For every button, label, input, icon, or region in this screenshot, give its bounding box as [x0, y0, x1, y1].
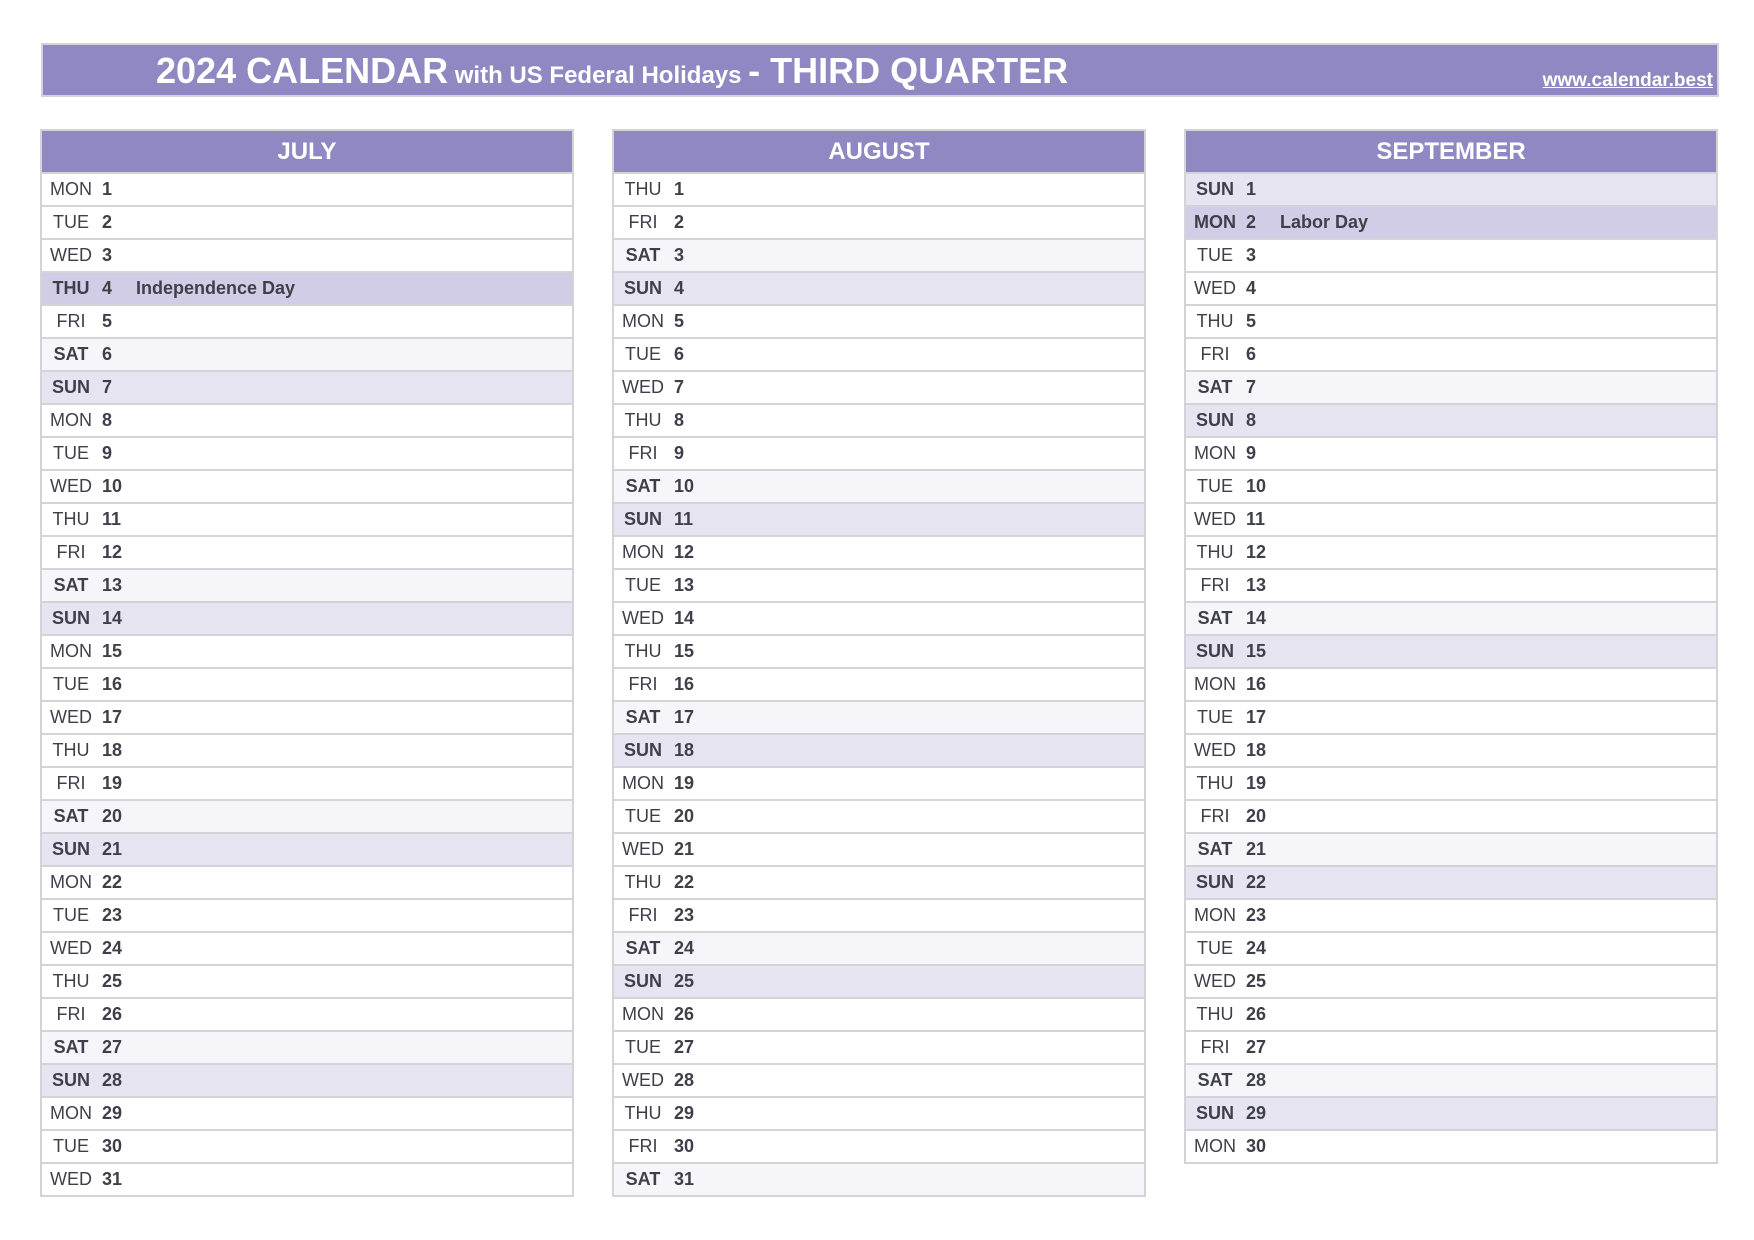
day-row	[42, 438, 572, 471]
weekday-label: WED	[622, 1070, 664, 1090]
day-row	[1186, 372, 1716, 405]
day-row	[614, 636, 1144, 669]
day-number: 7	[102, 377, 113, 397]
day-number: 30	[102, 1136, 123, 1156]
day-number: 6	[102, 344, 113, 364]
weekday-label: FRI	[1200, 344, 1230, 364]
day-row	[614, 570, 1144, 603]
day-number: 16	[674, 674, 695, 694]
weekday-label: SAT	[1197, 1070, 1233, 1090]
weekday-label: SUN	[1195, 410, 1234, 430]
day-row	[614, 306, 1144, 339]
day-row	[42, 570, 572, 603]
weekday-label: SUN	[51, 839, 90, 859]
day-row	[614, 240, 1144, 273]
day-number: 27	[674, 1037, 695, 1057]
day-number: 17	[102, 707, 123, 727]
day-row	[1186, 966, 1716, 999]
day-row	[614, 669, 1144, 702]
weekday-label: SUN	[623, 509, 662, 529]
weekday-label: THU	[1196, 542, 1234, 562]
day-number: 24	[102, 938, 123, 958]
day-row	[42, 1032, 572, 1065]
month-header: JULY	[42, 131, 572, 174]
month-august	[612, 129, 1146, 1197]
weekday-label: FRI	[628, 443, 658, 463]
weekday-label: WED	[1194, 278, 1236, 298]
day-number: 12	[1246, 542, 1267, 562]
day-number: 22	[102, 872, 123, 892]
day-row	[42, 339, 572, 372]
weekday-label: TUE	[53, 674, 89, 694]
weekday-label: THU	[52, 740, 90, 760]
weekday-label: MON	[50, 410, 92, 430]
day-number: 13	[674, 575, 695, 595]
day-row	[42, 933, 572, 966]
day-row	[1186, 1032, 1716, 1065]
day-number: 30	[1246, 1136, 1267, 1156]
page-title: 2024 CALENDAR with US Federal Holidays - THIRD QUARTER	[156, 50, 1069, 91]
day-row	[42, 1098, 572, 1131]
day-number: 23	[674, 905, 695, 925]
weekday-label: TUE	[625, 575, 661, 595]
day-number: 2	[102, 212, 113, 232]
day-row	[1186, 834, 1716, 867]
weekday-label: MON	[1194, 674, 1236, 694]
weekday-label: SAT	[625, 476, 661, 496]
day-number: 25	[1246, 971, 1267, 991]
day-row	[614, 1131, 1144, 1164]
weekday-label: TUE	[1197, 707, 1233, 727]
day-row	[1186, 636, 1716, 669]
weekday-label: SAT	[53, 575, 89, 595]
weekday-label: TUE	[53, 212, 89, 232]
day-row	[614, 273, 1144, 306]
day-number: 19	[674, 773, 695, 793]
day-number: 15	[102, 641, 123, 661]
weekday-label: TUE	[1197, 938, 1233, 958]
holiday-row	[1186, 207, 1716, 240]
weekday-label: THU	[1196, 773, 1234, 793]
day-row	[614, 603, 1144, 636]
weekday-label: MON	[622, 773, 664, 793]
weekday-label: THU	[624, 1103, 662, 1123]
day-row	[42, 306, 572, 339]
day-number: 26	[1246, 1004, 1267, 1024]
weekday-label: TUE	[1197, 476, 1233, 496]
day-row	[42, 240, 572, 273]
day-number: 29	[1246, 1103, 1267, 1123]
day-row	[614, 438, 1144, 471]
weekday-label: THU	[52, 509, 90, 529]
day-row	[1186, 240, 1716, 273]
day-number: 11	[102, 509, 122, 529]
weekday-label: SUN	[1195, 179, 1234, 199]
day-number: 2	[674, 212, 685, 232]
weekday-label: MON	[50, 641, 92, 661]
weekday-label: MON	[622, 311, 664, 331]
day-number: 4	[674, 278, 685, 298]
day-row	[614, 900, 1144, 933]
day-number: 16	[102, 674, 123, 694]
day-row	[1186, 768, 1716, 801]
weekday-label: SAT	[53, 806, 89, 826]
weekday-label: MON	[1194, 1136, 1236, 1156]
weekday-label: WED	[1194, 740, 1236, 760]
day-number: 14	[1246, 608, 1267, 628]
day-number: 2	[1246, 212, 1257, 232]
weekday-label: THU	[624, 179, 662, 199]
day-row	[42, 999, 572, 1032]
day-number: 9	[1246, 443, 1257, 463]
day-number: 20	[674, 806, 695, 826]
day-row	[42, 702, 572, 735]
day-list	[1186, 174, 1716, 1162]
weekday-label: WED	[1194, 509, 1236, 529]
day-row	[1186, 273, 1716, 306]
day-number: 21	[1246, 839, 1267, 859]
day-number: 8	[674, 410, 685, 430]
day-number: 28	[102, 1070, 123, 1090]
day-row	[1186, 570, 1716, 603]
day-row	[1186, 999, 1716, 1032]
day-row	[1186, 735, 1716, 768]
day-number: 27	[1246, 1037, 1267, 1057]
day-row	[1186, 669, 1716, 702]
day-number: 31	[674, 1169, 695, 1189]
weekday-label: SUN	[51, 1070, 90, 1090]
day-number: 1	[674, 179, 685, 199]
weekday-label: MON	[622, 542, 664, 562]
month-september	[1184, 129, 1718, 1164]
day-number: 10	[1246, 476, 1267, 496]
day-row	[1186, 504, 1716, 537]
weekday-label: THU	[624, 872, 662, 892]
day-number: 5	[1246, 311, 1257, 331]
weekday-label: SUN	[623, 740, 662, 760]
day-row	[42, 1065, 572, 1098]
weekday-label: TUE	[53, 1136, 89, 1156]
weekday-label: WED	[50, 476, 92, 496]
weekday-label: FRI	[56, 542, 86, 562]
weekday-label: FRI	[628, 212, 658, 232]
day-number: 18	[674, 740, 695, 760]
day-number: 17	[674, 707, 695, 727]
day-number: 10	[102, 476, 123, 496]
weekday-label: THU	[52, 278, 90, 298]
day-number: 28	[674, 1070, 695, 1090]
day-row	[614, 339, 1144, 372]
day-number: 4	[1246, 278, 1257, 298]
day-row	[1186, 1131, 1716, 1162]
day-number: 3	[102, 245, 113, 265]
day-number: 27	[102, 1037, 123, 1057]
day-number: 11	[674, 509, 694, 529]
day-row	[614, 174, 1144, 207]
day-number: 21	[674, 839, 695, 859]
day-row	[1186, 405, 1716, 438]
weekday-label: SAT	[625, 707, 661, 727]
month-header: SEPTEMBER	[1186, 131, 1716, 174]
day-row	[1186, 867, 1716, 900]
weekday-label: WED	[50, 707, 92, 727]
day-row	[614, 735, 1144, 768]
day-number: 4	[102, 278, 113, 298]
weekday-label: MON	[50, 179, 92, 199]
day-row	[42, 636, 572, 669]
day-row	[1186, 1098, 1716, 1131]
day-number: 30	[674, 1136, 695, 1156]
weekday-label: MON	[50, 872, 92, 892]
weekday-label: THU	[1196, 1004, 1234, 1024]
day-row	[614, 405, 1144, 438]
weekday-label: FRI	[56, 1004, 86, 1024]
weekday-label: SAT	[1197, 608, 1233, 628]
day-row	[614, 1164, 1144, 1195]
day-number: 7	[674, 377, 685, 397]
weekday-label: TUE	[53, 443, 89, 463]
weekday-label: SUN	[1195, 1103, 1234, 1123]
day-row	[42, 834, 572, 867]
day-list	[614, 174, 1144, 1195]
day-row	[614, 1032, 1144, 1065]
day-row	[42, 504, 572, 537]
day-number: 5	[674, 311, 685, 331]
day-row	[42, 603, 572, 636]
holiday-name: Labor Day	[1280, 212, 1369, 232]
weekday-label: SUN	[51, 608, 90, 628]
day-row	[614, 768, 1144, 801]
day-row	[1186, 801, 1716, 834]
weekday-label: FRI	[628, 674, 658, 694]
weekday-label: FRI	[628, 905, 658, 925]
day-number: 23	[102, 905, 123, 925]
weekday-label: FRI	[1200, 1037, 1230, 1057]
day-number: 21	[102, 839, 123, 859]
weekday-label: SUN	[623, 971, 662, 991]
holiday-name: Independence Day	[136, 278, 296, 298]
weekday-label: SUN	[1195, 872, 1234, 892]
day-number: 20	[102, 806, 123, 826]
weekday-label: MON	[622, 1004, 664, 1024]
day-row	[1186, 900, 1716, 933]
day-row	[614, 867, 1144, 900]
day-row	[1186, 702, 1716, 735]
weekday-label: MON	[1194, 443, 1236, 463]
month-header: AUGUST	[614, 131, 1144, 174]
day-row	[42, 174, 572, 207]
day-number: 1	[102, 179, 113, 199]
day-row	[1186, 603, 1716, 636]
weekday-label: MON	[1194, 905, 1236, 925]
day-number: 13	[1246, 575, 1267, 595]
weekday-label: SAT	[1197, 839, 1233, 859]
weekday-label: WED	[50, 245, 92, 265]
day-number: 31	[102, 1169, 123, 1189]
day-row	[614, 372, 1144, 405]
day-number: 28	[1246, 1070, 1267, 1090]
day-number: 15	[1246, 641, 1267, 661]
day-number: 15	[674, 641, 695, 661]
day-row	[42, 768, 572, 801]
day-number: 24	[674, 938, 695, 958]
day-number: 25	[102, 971, 123, 991]
day-row	[42, 1164, 572, 1195]
weekday-label: FRI	[1200, 806, 1230, 826]
day-row	[42, 537, 572, 570]
day-row	[42, 867, 572, 900]
day-row	[42, 801, 572, 834]
day-number: 10	[674, 476, 695, 496]
day-row	[42, 471, 572, 504]
weekday-label: SUN	[51, 377, 90, 397]
day-number: 8	[1246, 410, 1257, 430]
day-row	[42, 372, 572, 405]
weekday-label: TUE	[625, 344, 661, 364]
day-row	[1186, 537, 1716, 570]
day-row	[614, 834, 1144, 867]
day-row	[1186, 471, 1716, 504]
day-row	[1186, 174, 1716, 207]
day-number: 14	[674, 608, 695, 628]
day-row	[1186, 438, 1716, 471]
weekday-label: WED	[50, 938, 92, 958]
day-number: 25	[674, 971, 695, 991]
weekday-label: FRI	[1200, 575, 1230, 595]
weekday-label: SAT	[53, 344, 89, 364]
day-list	[42, 174, 572, 1195]
day-number: 7	[1246, 377, 1257, 397]
day-number: 3	[674, 245, 685, 265]
weekday-label: THU	[624, 410, 662, 430]
day-row	[614, 207, 1144, 240]
day-number: 29	[102, 1103, 123, 1123]
day-number: 19	[1246, 773, 1267, 793]
day-number: 16	[1246, 674, 1267, 694]
day-row	[1186, 933, 1716, 966]
day-number: 23	[1246, 905, 1267, 925]
title-banner	[41, 43, 1719, 97]
weekday-label: SAT	[625, 1169, 661, 1189]
day-row	[614, 966, 1144, 999]
day-row	[614, 933, 1144, 966]
weekday-label: TUE	[625, 806, 661, 826]
day-number: 24	[1246, 938, 1267, 958]
day-number: 19	[102, 773, 123, 793]
day-row	[42, 669, 572, 702]
weekday-label: TUE	[1197, 245, 1233, 265]
day-number: 9	[674, 443, 685, 463]
day-row	[42, 405, 572, 438]
weekday-label: WED	[622, 608, 664, 628]
weekday-label: SAT	[1197, 377, 1233, 397]
day-number: 22	[674, 872, 695, 892]
day-number: 6	[1246, 344, 1257, 364]
day-number: 5	[102, 311, 113, 331]
day-row	[1186, 339, 1716, 372]
day-number: 13	[102, 575, 123, 595]
day-number: 17	[1246, 707, 1267, 727]
website-link[interactable]: www.calendar.best	[1542, 70, 1713, 91]
day-number: 26	[102, 1004, 123, 1024]
day-number: 8	[102, 410, 113, 430]
day-number: 9	[102, 443, 113, 463]
day-row	[42, 966, 572, 999]
day-row	[614, 1065, 1144, 1098]
day-row	[614, 702, 1144, 735]
month-july	[40, 129, 574, 1197]
day-row	[614, 1098, 1144, 1131]
weekday-label: MON	[1194, 212, 1236, 232]
day-number: 14	[102, 608, 123, 628]
day-number: 20	[1246, 806, 1267, 826]
day-number: 29	[674, 1103, 695, 1123]
day-number: 6	[674, 344, 685, 364]
day-row	[614, 537, 1144, 570]
weekday-label: SAT	[53, 1037, 89, 1057]
holiday-row	[42, 273, 572, 306]
weekday-label: FRI	[56, 311, 86, 331]
day-number: 18	[1246, 740, 1267, 760]
day-row	[1186, 1065, 1716, 1098]
day-row	[614, 471, 1144, 504]
weekday-label: FRI	[56, 773, 86, 793]
weekday-label: MON	[50, 1103, 92, 1123]
day-row	[614, 999, 1144, 1032]
day-number: 1	[1246, 179, 1257, 199]
day-row	[42, 900, 572, 933]
weekday-label: SAT	[625, 938, 661, 958]
weekday-label: SUN	[1195, 641, 1234, 661]
weekday-label: WED	[50, 1169, 92, 1189]
weekday-label: SAT	[625, 245, 661, 265]
day-number: 3	[1246, 245, 1257, 265]
day-row	[42, 207, 572, 240]
weekday-label: WED	[622, 839, 664, 859]
day-row	[42, 735, 572, 768]
day-number: 12	[674, 542, 695, 562]
day-number: 12	[102, 542, 123, 562]
weekday-label: WED	[1194, 971, 1236, 991]
day-row	[614, 504, 1144, 537]
weekday-label: FRI	[628, 1136, 658, 1156]
day-row	[614, 801, 1144, 834]
day-number: 22	[1246, 872, 1267, 892]
weekday-label: THU	[624, 641, 662, 661]
weekday-label: THU	[52, 971, 90, 991]
weekday-label: THU	[1196, 311, 1234, 331]
day-number: 11	[1246, 509, 1266, 529]
day-number: 18	[102, 740, 123, 760]
weekday-label: SUN	[623, 278, 662, 298]
weekday-label: TUE	[53, 905, 89, 925]
day-row	[1186, 306, 1716, 339]
weekday-label: TUE	[625, 1037, 661, 1057]
day-row	[42, 1131, 572, 1164]
weekday-label: WED	[622, 377, 664, 397]
day-number: 26	[674, 1004, 695, 1024]
